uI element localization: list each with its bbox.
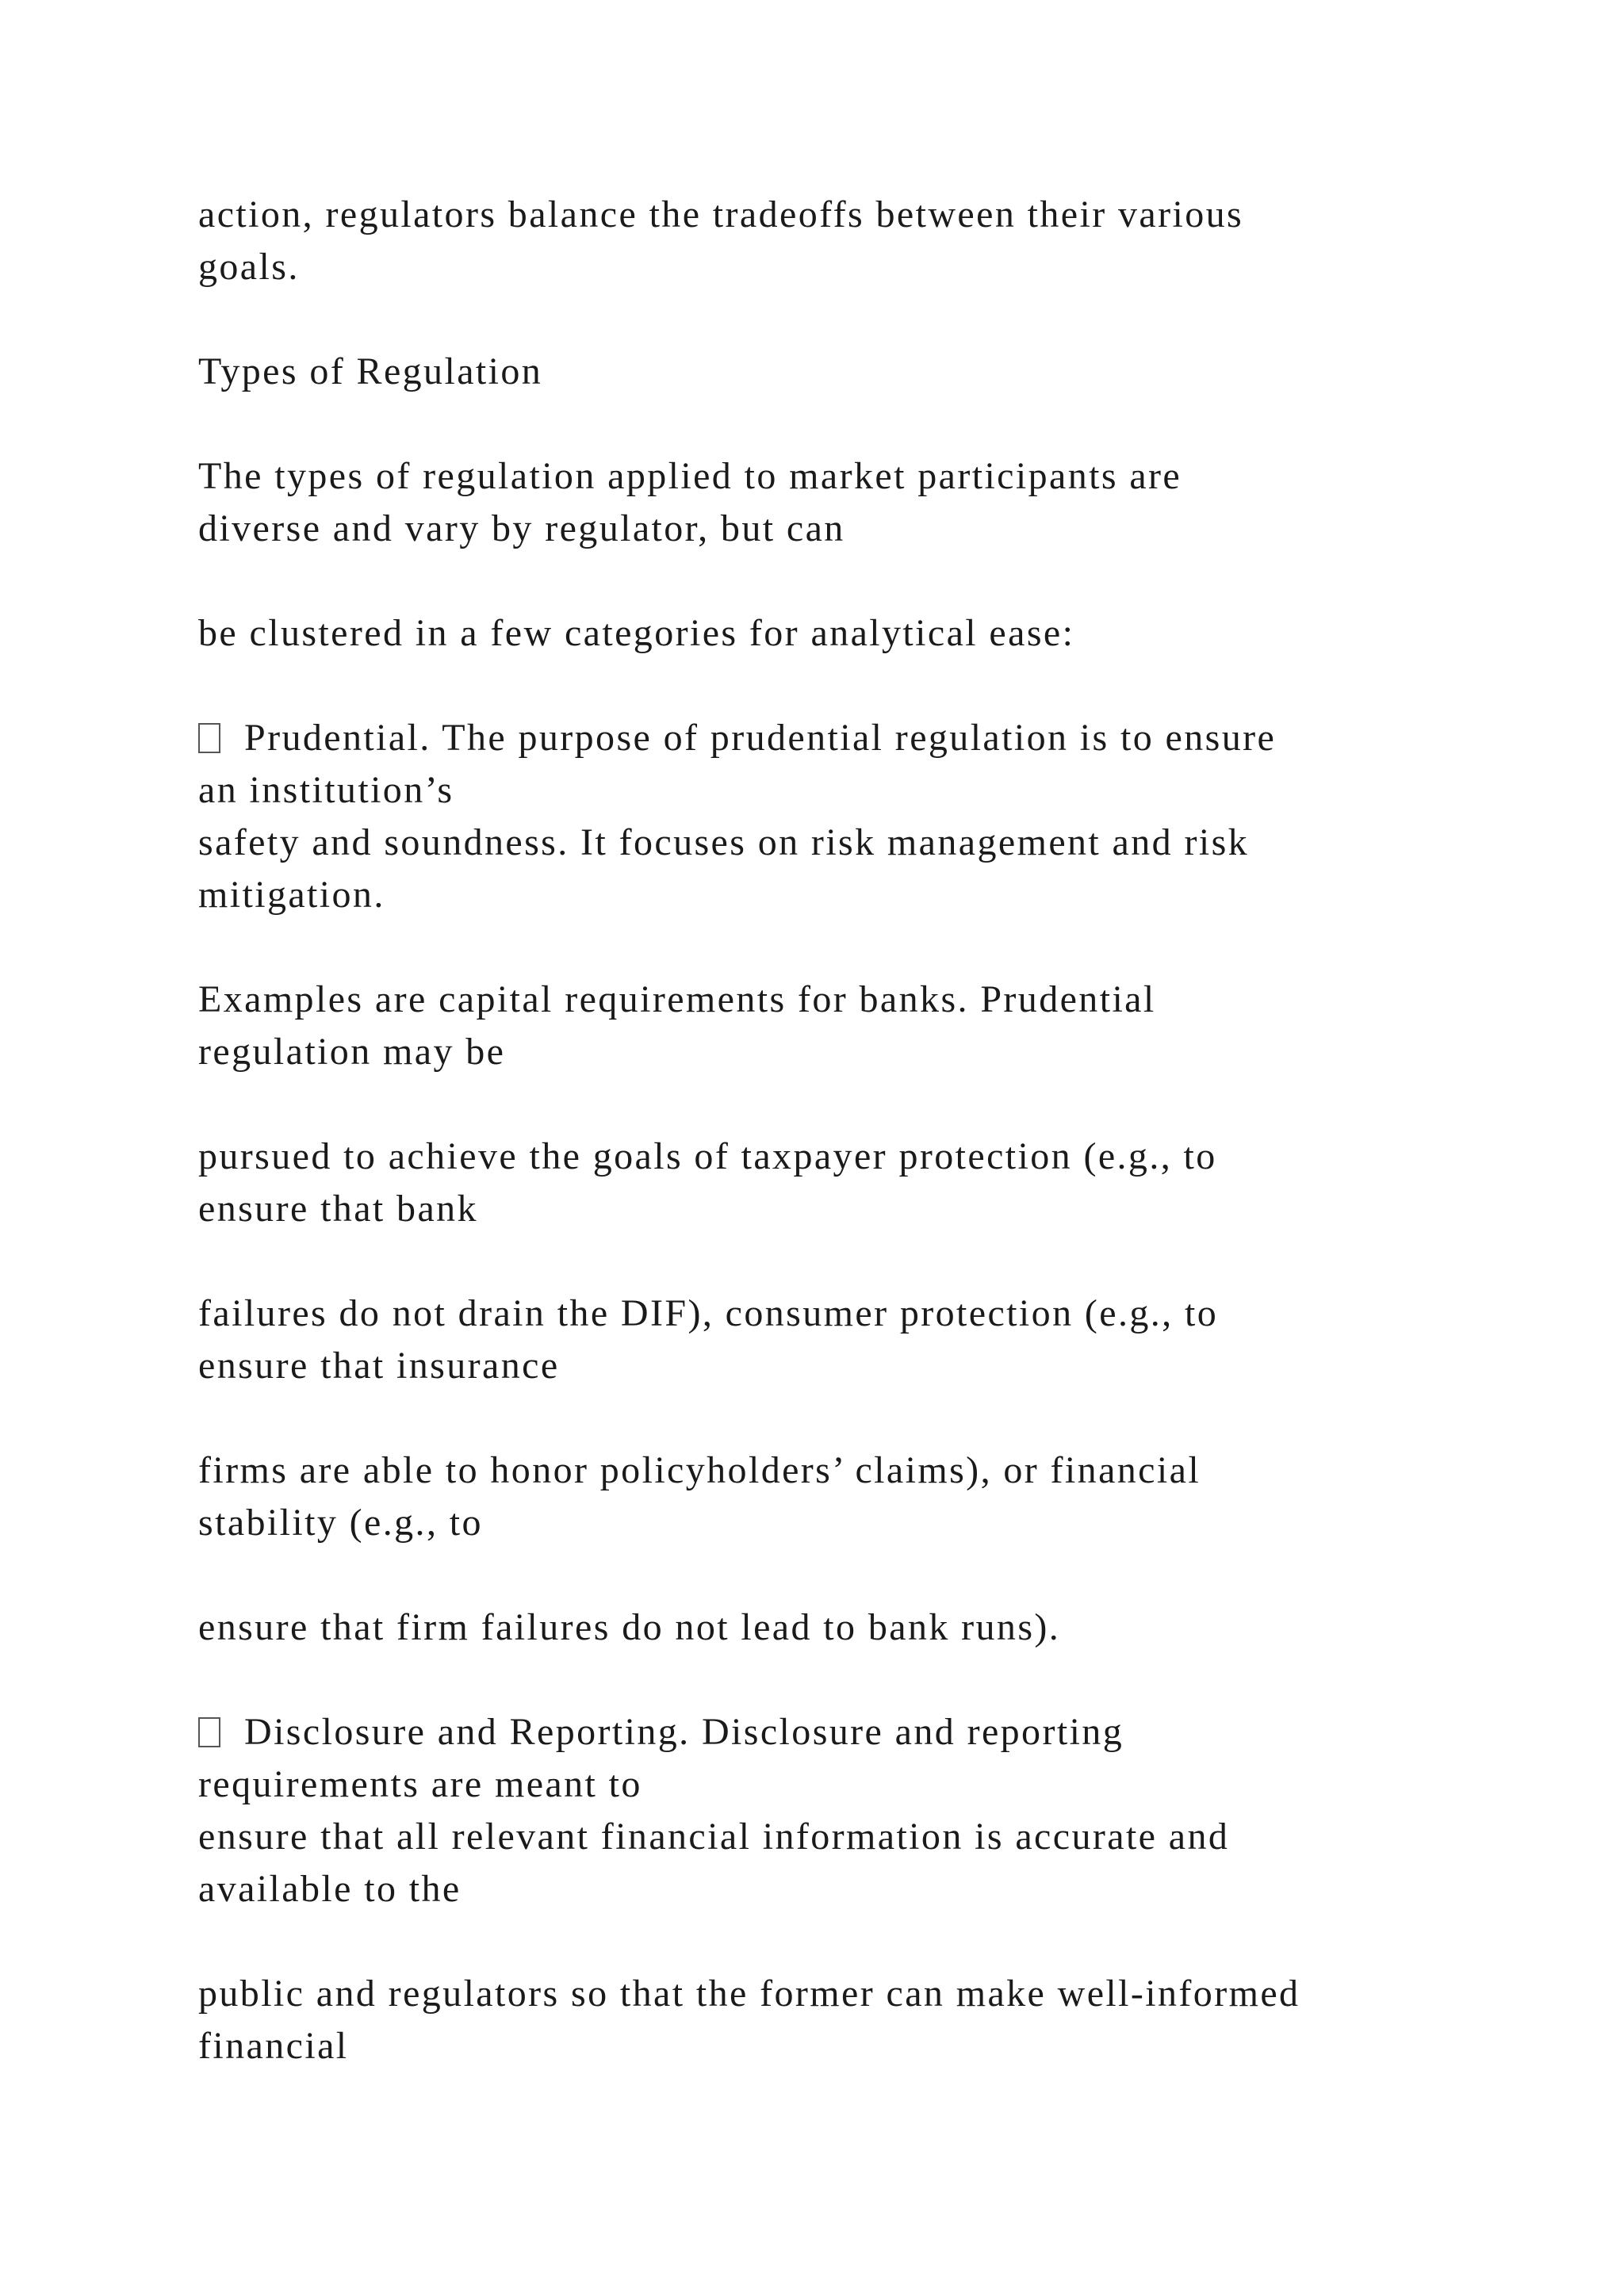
- text-line: goals.: [198, 246, 300, 288]
- text-line: ensure that insurance: [198, 1345, 560, 1387]
- text-line: requirements are meant to: [198, 1763, 642, 1805]
- bullet-item-prudential: [198, 712, 1467, 764]
- blank-line: [198, 1549, 1467, 1601]
- blank-line: [198, 293, 1467, 346]
- bullet-text: Prudential. The purpose of prudential regulation is to ensure: [244, 717, 1277, 759]
- blank-line: [198, 398, 1467, 450]
- blank-line: [198, 1915, 1467, 1968]
- text-line: ensure that all relevant financial information is accurate and: [198, 1816, 1230, 1858]
- text-line: financial: [198, 2025, 349, 2067]
- blank-line: [198, 660, 1467, 712]
- blank-line: [198, 1078, 1467, 1131]
- missing-glyph-box-icon: [198, 723, 220, 753]
- blank-line: [198, 921, 1467, 974]
- bullet-text: Disclosure and Reporting. Disclosure and reporting: [244, 1711, 1124, 1753]
- text-line: stability (e.g., to: [198, 1502, 483, 1544]
- text-line: action, regulators balance the tradeoffs between their various: [198, 193, 1244, 235]
- blank-line: [198, 1654, 1467, 1706]
- text-line: The types of regulation applied to market participants are: [198, 455, 1182, 497]
- document-body: [198, 189, 1467, 2072]
- section-heading: Types of Regulation: [198, 350, 543, 392]
- text-line: public and regulators so that the former can make well-informed: [198, 1973, 1300, 2015]
- blank-line: [198, 555, 1467, 607]
- text-line: diverse and vary by regulator, but can: [198, 507, 845, 549]
- blank-line: [198, 1235, 1467, 1288]
- missing-glyph-box-icon: [198, 1717, 220, 1747]
- text-line: failures do not drain the DIF), consumer protection (e.g., to: [198, 1292, 1219, 1334]
- text-line: Examples are capital requirements for banks. Prudential: [198, 978, 1156, 1020]
- text-line: available to the: [198, 1868, 462, 1910]
- text-line: be clustered in a few categories for analytical ease:: [198, 612, 1075, 654]
- text-line: mitigation.: [198, 874, 385, 916]
- text-line: ensure that firm failures do not lead to bank runs).: [198, 1606, 1061, 1648]
- text-line: an institution’s: [198, 769, 454, 811]
- text-line: firms are able to honor policyholders’ claims), or financial: [198, 1449, 1201, 1491]
- text-line: safety and soundness. It focuses on risk management and risk: [198, 821, 1250, 863]
- blank-line: [198, 1392, 1467, 1445]
- text-line: ensure that bank: [198, 1188, 478, 1230]
- text-line: pursued to achieve the goals of taxpayer protection (e.g., to: [198, 1135, 1217, 1177]
- bullet-item-disclosure: [198, 1706, 1467, 1758]
- text-line: regulation may be: [198, 1031, 506, 1073]
